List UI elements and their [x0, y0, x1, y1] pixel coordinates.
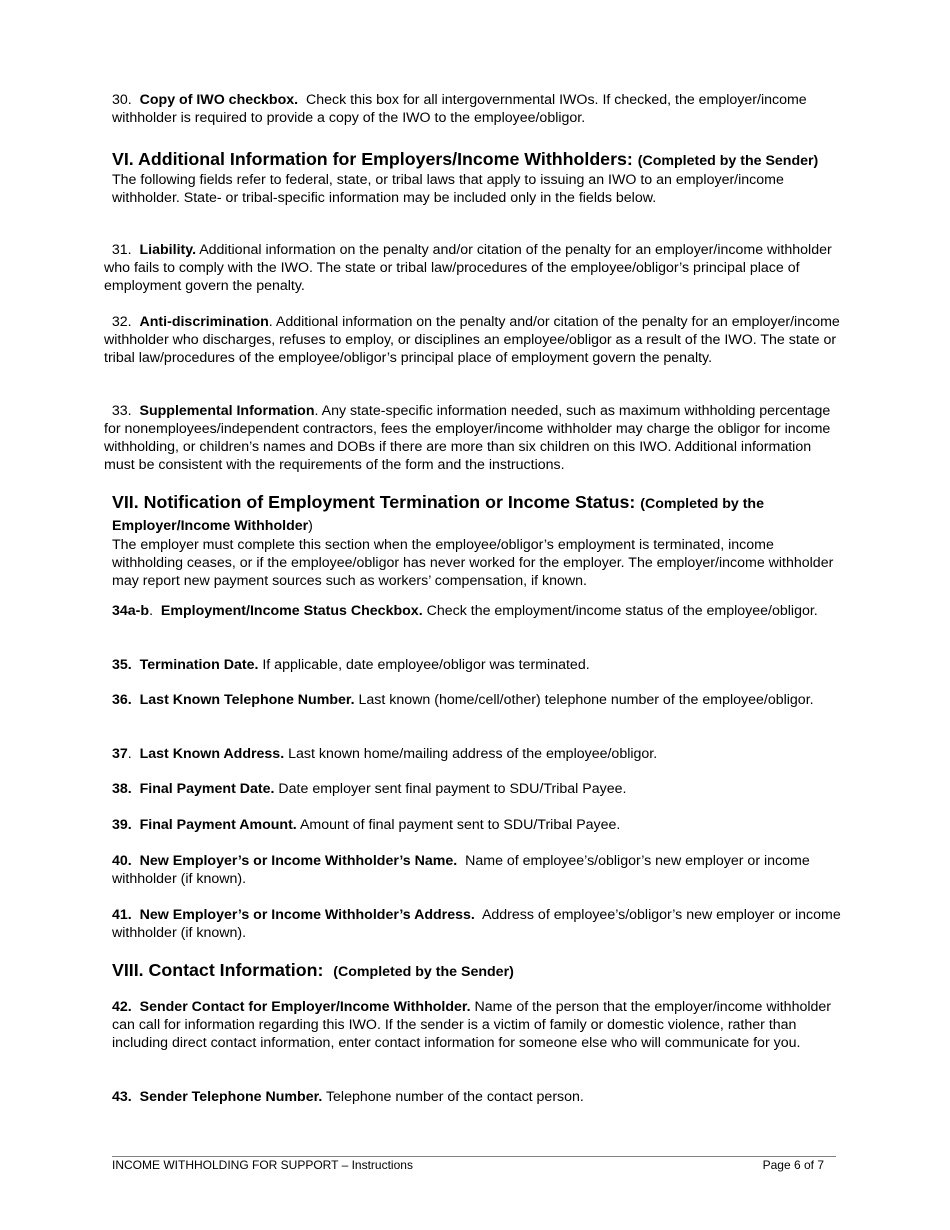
item-number: 38. [112, 781, 132, 797]
section-viii-heading [112, 960, 842, 982]
section-intro: The employer must complete this section when the employee/obligor’s employment is terminated, income withholding ceases, or if the employee/obligor has never worked for the employer. The employer/income withholder may report new payment sources such as workers’ compensation, if known. [112, 537, 834, 589]
item-number: 39. [112, 817, 132, 833]
item-text: Telephone number of the contact person. [325, 1089, 584, 1105]
item-number: 33. [111, 403, 132, 419]
item-title: Final Payment Date. [139, 781, 275, 797]
item-31 [104, 241, 842, 295]
item-30 [112, 91, 842, 127]
section-vi-heading [112, 149, 842, 207]
section-title: VII. Notification of Employment Termination or Income Status: [112, 492, 636, 512]
item-34: 34a-b. Employment/Income Status Checkbox. Check the employment/income status of the employee/obligor. [112, 603, 818, 619]
section-subtitle-close: ) [308, 518, 313, 534]
item-38 [112, 780, 842, 798]
item-number: 41. [112, 907, 132, 923]
item-text: Name of the person that the employer/income withholder can call for information regarding this IWO. If the sender is a victim of family or domestic violence, rather than including direct contact information, enter contact information for someone else who will communicate for you. [112, 999, 832, 1051]
item-title: New Employer’s or Income Withholder’s Name. [139, 853, 458, 869]
item-text: Additional information on the penalty and/or citation of the penalty for an employer/income withholder who fails to comply with the IWO. The state or tribal law/procedures of the employee/obligor’s principal place of employment govern the penalty. [104, 242, 832, 294]
item-text: . Any state-specific information needed, such as maximum withholding percentage for nonemployees/independent contractors, fees the employer/income withholder may charge the obligor for income withholding, or children’s names and DOBs if there are more than six children on this IWO. Additional information must be consistent with the requirements of the form and the instructions. [104, 403, 831, 473]
item-42 [112, 998, 842, 1052]
section-vii-heading [112, 492, 842, 590]
item-title: Anti-discrimination [139, 314, 269, 330]
item-title: New Employer’s or Income Withholder’s Address. [139, 907, 475, 923]
item-36 [112, 691, 842, 709]
item-text: Name of employee’s/obligor’s new employer or income withholder (if known). [112, 853, 810, 887]
footer-document-title: INCOME WITHHOLDING FOR SUPPORT – Instructions [112, 1158, 413, 1172]
item-number: 37 [112, 746, 128, 762]
item-text: Last known home/mailing address of the employee/obligor. [288, 746, 658, 762]
item-number: 35. [112, 657, 132, 673]
item-text: Address of employee’s/obligor’s new employer or income withholder (if known). [112, 907, 841, 941]
item-number: 32. [111, 314, 132, 330]
item-title: Employment/Income Status Checkbox. [160, 603, 423, 619]
section-intro: The following fields refer to federal, state, or tribal laws that apply to issuing an IWO to an employer/income withholder. State- or tribal-specific information may be included only in the fields below. [112, 172, 784, 206]
section-subtitle: (Completed by the Sender) [637, 153, 819, 169]
item-number: 40. [112, 853, 132, 869]
item-text: . Additional information on the penalty and/or citation of the penalty for an employer/income withholder who discharges, refuses to employ, or disciplines an employee/obligor as a result of the IWO. The state or tribal law/procedures of the employee/obligor’s principal place of employment govern the penalty. [104, 314, 840, 366]
footer-page-number: Page 6 of 7 [762, 1158, 824, 1172]
item-text: If applicable, date employee/obligor was terminated. [262, 657, 590, 673]
section-title: VI. Additional Information for Employers/Income Withholders: [112, 149, 633, 169]
item-title: Last Known Address. [139, 746, 285, 762]
item-number: 42. [112, 999, 132, 1015]
item-number: 43. [112, 1089, 132, 1105]
item-41 [112, 906, 842, 942]
item-37: 37. Last Known Address. Last known home/mailing address of the employee/obligor. [112, 746, 658, 762]
item-title: Liability. [139, 242, 197, 258]
item-text: Check the employment/income status of the employee/obligor. [426, 603, 818, 619]
section-subtitle: (Completed by the Sender) [333, 964, 514, 980]
item-33 [104, 402, 842, 474]
item-number: 36. [112, 692, 132, 708]
section-subtitle: (Completed by the Employer/Income Withholder [112, 496, 764, 534]
item-text: Date employer sent final payment to SDU/Tribal Payee. [278, 781, 627, 797]
item-39 [112, 816, 842, 834]
item-text: Last known (home/cell/other) telephone number of the employee/obligor. [358, 692, 814, 708]
item-43 [112, 1088, 842, 1106]
item-title: Last Known Telephone Number. [139, 692, 355, 708]
item-text: Check this box for all intergovernmental IWOs. If checked, the employer/income withholder is required to provide a copy of the IWO to the employee/obligor. [112, 92, 807, 126]
item-title: Sender Contact for Employer/Income Withholder. [139, 999, 471, 1015]
item-number: 30. [112, 92, 132, 108]
item-title: Termination Date. [139, 657, 259, 673]
item-text: Amount of final payment sent to SDU/Tribal Payee. [299, 817, 621, 833]
footer-divider [112, 1156, 836, 1157]
item-title: Copy of IWO checkbox. [139, 92, 299, 108]
item-title: Final Payment Amount. [139, 817, 297, 833]
item-40 [112, 852, 842, 888]
item-32 [104, 313, 842, 367]
item-title: Supplemental Information [139, 403, 315, 419]
item-number: 34a-b [112, 603, 150, 619]
section-title: VIII. Contact Information: [112, 960, 324, 980]
item-number: 31. [111, 242, 132, 258]
item-title: Sender Telephone Number. [139, 1089, 323, 1105]
item-35 [112, 656, 842, 674]
